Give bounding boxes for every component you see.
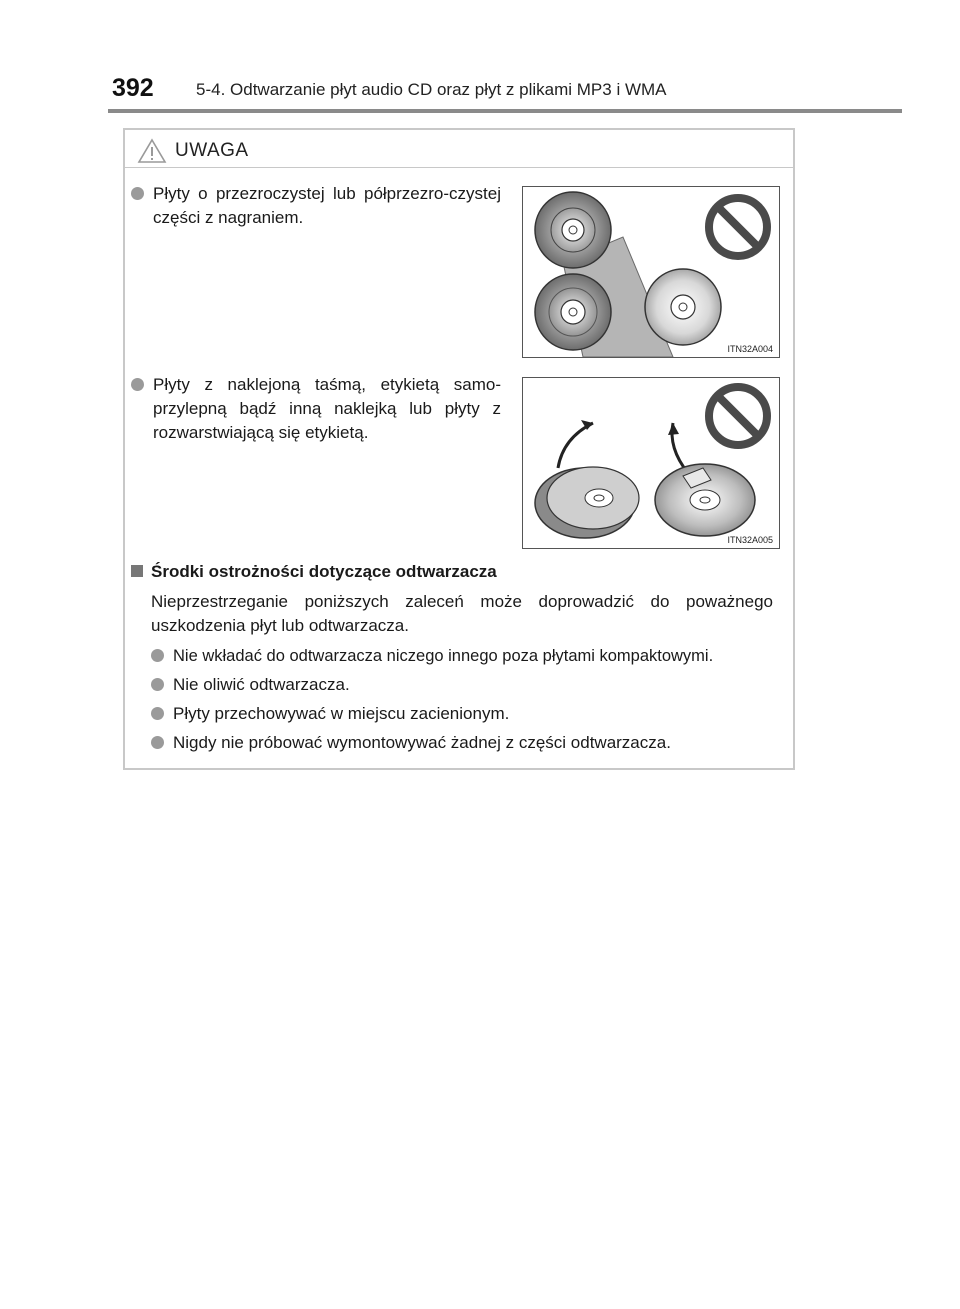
figure-taped-discs <box>522 377 780 549</box>
figure-transparent-discs <box>522 186 780 358</box>
section-intro: Nieprzestrzeganie poniższych zaleceń może doprowadzić do poważnego uszkodzenia płyt lub odtwarzacza. <box>151 592 773 635</box>
section-item-2 <box>151 673 781 697</box>
warning-bullet-1 <box>131 182 501 230</box>
header-rule <box>108 109 902 113</box>
section-item-text: Nigdy nie próbować wymontowywać żadnej z części odtwarzacza. <box>173 733 671 752</box>
bullet-dot-icon <box>151 707 164 720</box>
section-item-text: Płyty przechowywać w miejscu zacienionym. <box>173 704 510 723</box>
section-item-1 <box>151 644 781 668</box>
figure-code: ITN32A004 <box>727 344 773 354</box>
section-item-3 <box>151 702 781 726</box>
square-bullet-icon <box>131 565 143 577</box>
header-title: 5-4. Odtwarzanie płyt audio CD oraz płyt z plikami MP3 i WMA <box>196 80 667 99</box>
disc-illustration-2 <box>523 378 779 548</box>
bullet-dot-icon <box>151 736 164 749</box>
disc-icon <box>645 269 721 345</box>
section-item-text: Nie oliwić odtwarzacza. <box>173 675 350 694</box>
disc-icon <box>535 192 611 268</box>
warning-bullet-2 <box>131 373 501 445</box>
prohibited-icon <box>709 387 767 445</box>
page-header <box>0 0 960 112</box>
disc-illustration-1 <box>523 187 779 357</box>
bullet-dot-icon <box>151 678 164 691</box>
warning-box <box>123 128 795 770</box>
bullet-dot-icon <box>131 187 144 200</box>
prohibited-icon <box>709 198 767 256</box>
page-number: 392 <box>112 74 154 102</box>
bullet-dot-icon <box>151 649 164 662</box>
figure-code: ITN32A005 <box>727 535 773 545</box>
warning-header <box>125 130 793 168</box>
warning-label: UWAGA <box>175 140 249 161</box>
disc-icon <box>535 274 611 350</box>
warning-bullet-text: Płyty z naklejoną taśmą, etykietą samo-przylepną bądź inną naklejką lub płyty z rozwarstwiającą się etykietą. <box>153 375 501 442</box>
section-heading <box>131 562 497 582</box>
section-item-text: Nie wkładać do odtwarzacza niczego innego poza płytami kompaktowymi. <box>173 647 714 665</box>
warning-triangle-icon <box>137 138 167 164</box>
section-item-4 <box>151 731 781 755</box>
disc-icon <box>535 467 639 538</box>
warning-bullet-text: Płyty o przezroczystej lub półprzezro-czystej części z nagraniem. <box>153 184 501 227</box>
disc-icon <box>655 464 755 536</box>
bullet-dot-icon <box>131 378 144 391</box>
section-heading-text: Środki ostrożności dotyczące odtwarzacza <box>151 562 497 581</box>
